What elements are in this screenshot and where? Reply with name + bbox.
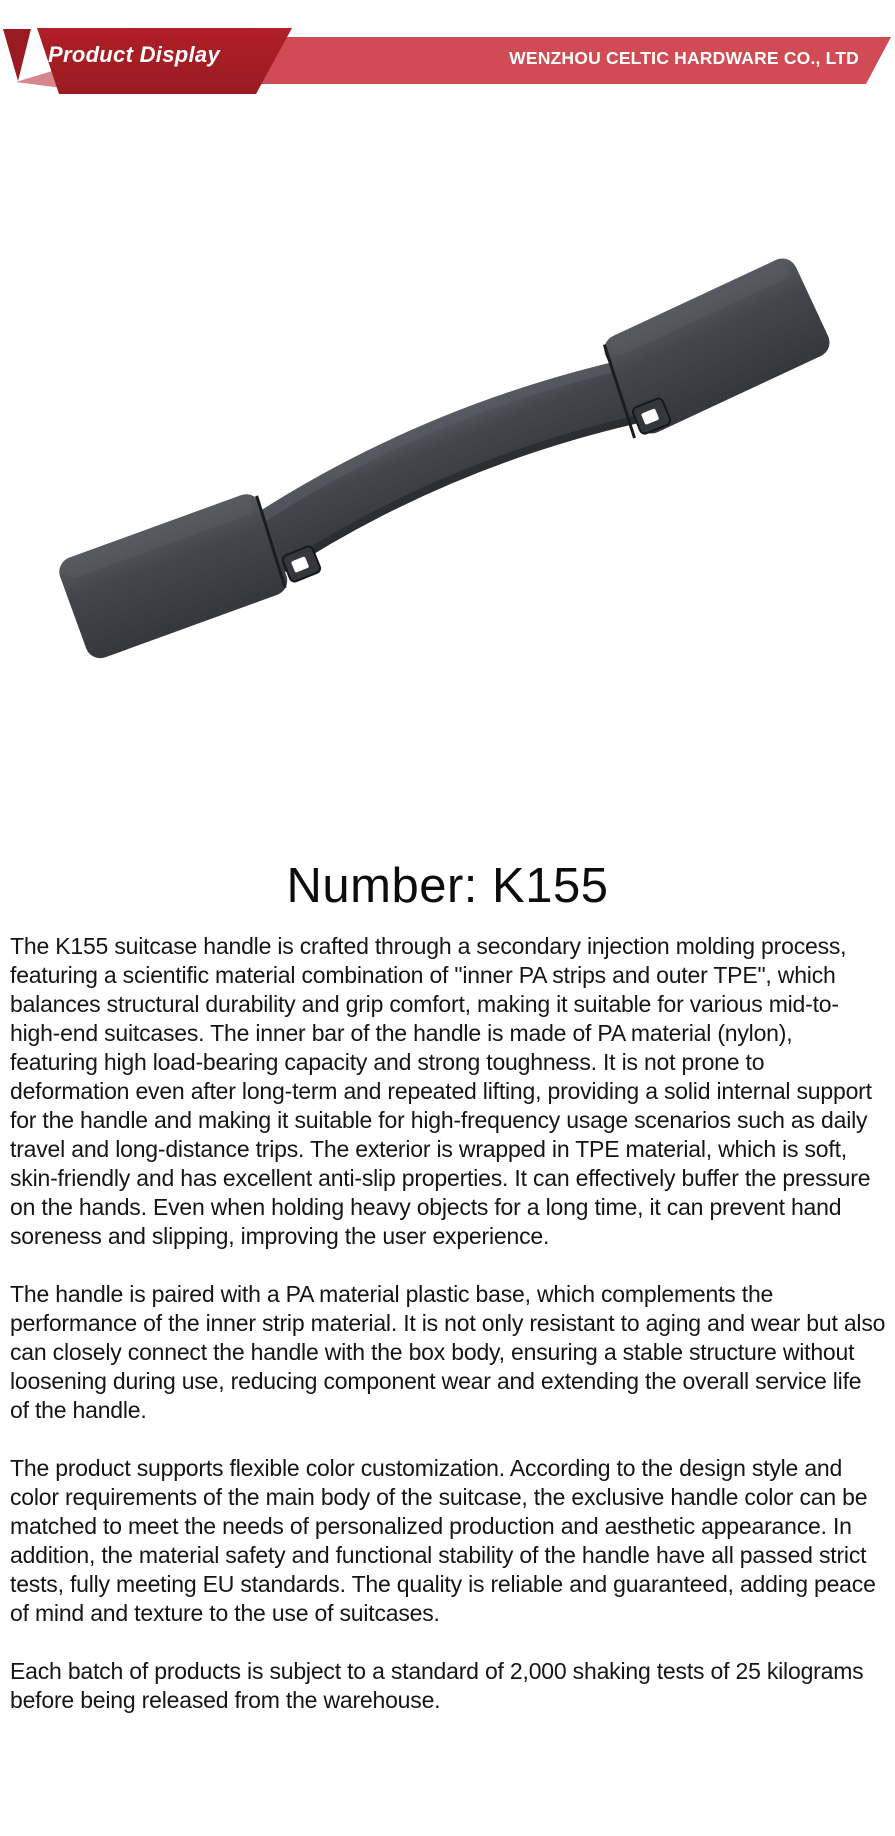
description-paragraph-2: The handle is paired with a PA material plastic base, which complements the performance of the inner strip material. It is not only resistant to aging and wear but also can closely connect the handle with the box body, ensuring a stable structure without loosening during use, reducing component wear and extending the overall service life of the handle. [10,1281,886,1423]
company-name: WENZHOU CELTIC HARDWARE CO., LTD [509,48,859,68]
description-paragraph-4: Each batch of products is subject to a standard of 2,000 shaking tests of 25 kilograms before being released from the warehouse. [10,1658,864,1713]
product-description [10,932,886,1715]
handle-left-cap [55,490,291,662]
product-title: Number: K155 [286,859,609,913]
ribbon-tail [3,29,31,81]
header-banner [0,0,895,110]
description-paragraph-3: The product supports flexible color customization. According to the design style and color requirements of the main body of the suitcase, the exclusive handle color can be matched to meet the needs of personalized production and aesthetic appearance. In addition, the material safety and functional stability of the handle have all passed strict tests, fully meeting EU standards. The quality is reliable and guaranteed, adding peace of mind and texture to the use of suitcases. [10,1455,876,1626]
handle-bar [250,349,644,574]
product-photo [0,225,895,685]
description-paragraph-1: The K155 suitcase handle is crafted through a secondary injection molding process, featuring a scientific material combination of "inner PA strips and outer TPE", which balances structural durability and grip comfort, making it suitable for various mid-to-high-end suitcases. The inner bar of the handle is made of PA material (nylon), featuring high load-bearing capacity and strong toughness. It is not prone to deformation even after long-term and repeated lifting, providing a solid internal support for the handle and making it suitable for high-frequency usage scenarios such as daily travel and long-distance trips. The exterior is wrapped in TPE material, which is soft, skin-friendly and has excellent anti-slip properties. It can effectively buffer the pressure on the hands. Even when holding heavy objects for a long time, it can prevent hand soreness and slipping, improving the user experience. [10,933,872,1249]
ribbon-label: Product Display [48,42,220,67]
suitcase-handle-image [0,225,895,685]
